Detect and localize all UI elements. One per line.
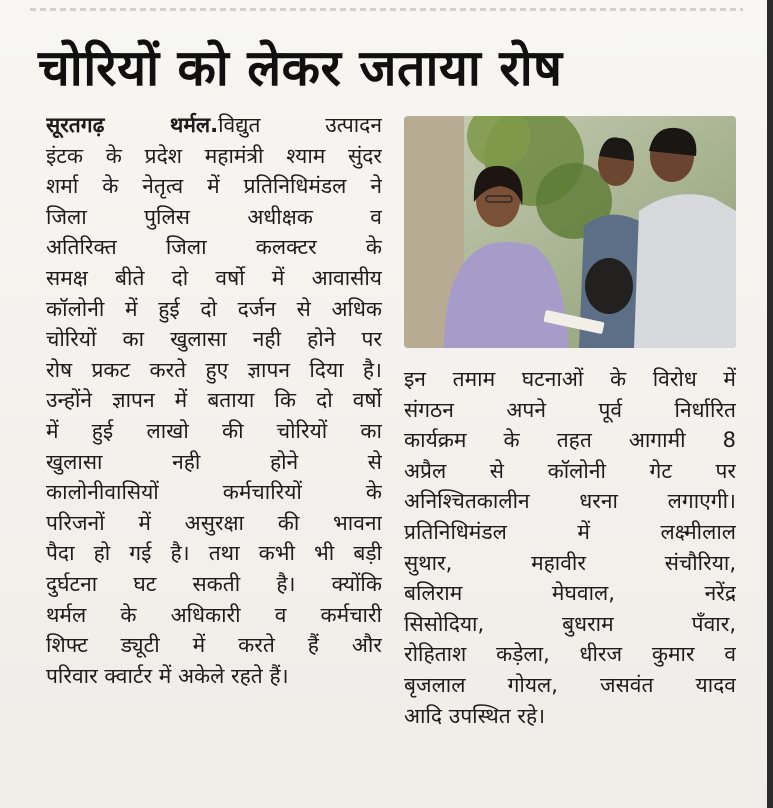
article-line: कॉलोनी में हुई दो दर्जन से अधिक — [46, 296, 382, 321]
news-photo — [404, 116, 736, 348]
article-line: दुर्घटना घट सकती है। क्योंकि — [46, 571, 382, 596]
article-line: उन्होंने ज्ञापन में बताया कि दो वर्षो — [46, 388, 382, 413]
article-line: कालोनीवासियों कर्मचारियों के — [46, 480, 382, 505]
article-line: प्रतिनिधिमंडल में लक्ष्मीलाल — [404, 519, 736, 544]
article-line: बलिराम मेघवाल, नरेंद्र — [404, 581, 736, 606]
article-line: में हुई लाखो की चोरियों का — [46, 418, 382, 443]
top-rule — [30, 8, 743, 11]
article-line: समक्ष बीते दो वर्षो में आवासीय — [46, 265, 382, 290]
article-line: शर्मा के नेतृत्व में प्रतिनिधिमंडल ने — [46, 174, 382, 199]
article-line: खुलासा नही होने से — [46, 449, 382, 474]
article-line: सिसोदिया, बुधराम पँवार, — [404, 611, 736, 636]
article-line: परिवार क्वार्टर में अकेले रहते हैं। — [46, 663, 289, 688]
article-line — [46, 110, 382, 141]
article-line: पैदा हो गई है। तथा कभी भी बड़ी — [46, 541, 382, 566]
article-line: जिला पुलिस अधीक्षक व — [46, 204, 382, 229]
article-line: परिजनों में असुरक्षा की भावना — [46, 510, 382, 535]
article-line: अप्रैल से कॉलोनी गेट पर — [404, 458, 736, 483]
article-line: अनिश्चितकालीन धरना लगाएगी। — [404, 489, 736, 514]
head-back — [585, 258, 633, 314]
news-photo-illustration — [404, 116, 736, 348]
article-right-column — [404, 364, 736, 790]
article-line: बृजलाल गोयल, जसवंत यादव — [404, 672, 736, 697]
article-line: शिफ्ट ड्यूटी में करते हैं और — [46, 633, 382, 658]
article-line: सुथार, महावीर संचौरिया, — [404, 550, 736, 575]
article-left-column — [46, 110, 382, 790]
article-line: रोहिताश कड़ेला, धीरज कुमार व — [404, 642, 736, 667]
man-right-shirt — [634, 194, 736, 348]
article-line: संगठन अपने पूर्व निर्धारित — [404, 397, 736, 422]
article-line-text: विद्युत उत्पादन — [218, 113, 382, 137]
article-line: अतिरिक्त जिला कलक्टर के — [46, 235, 382, 260]
article-line: रोष प्रकट करते हुए ज्ञापन दिया है। — [46, 357, 382, 382]
article-line: चोरियों का खुलासा नही होने पर — [46, 327, 382, 352]
article-line: आदि उपस्थित रहे। — [404, 703, 546, 728]
headline: चोरियों को लेकर जताया रोष — [38, 39, 563, 97]
page-edge-bar — [767, 0, 773, 808]
article-line: इन तमाम घटनाओं के विरोध में — [404, 367, 736, 391]
dateline: सूरतगढ़ थर्मल. — [46, 113, 219, 137]
article-line: इंटक के प्रदेश महामंत्री श्याम सुंदर — [46, 143, 382, 168]
article-line: कार्यक्रम के तहत आगामी 8 — [404, 428, 736, 453]
article-line: थर्मल के अधिकारी व कर्मचारी — [46, 602, 382, 627]
